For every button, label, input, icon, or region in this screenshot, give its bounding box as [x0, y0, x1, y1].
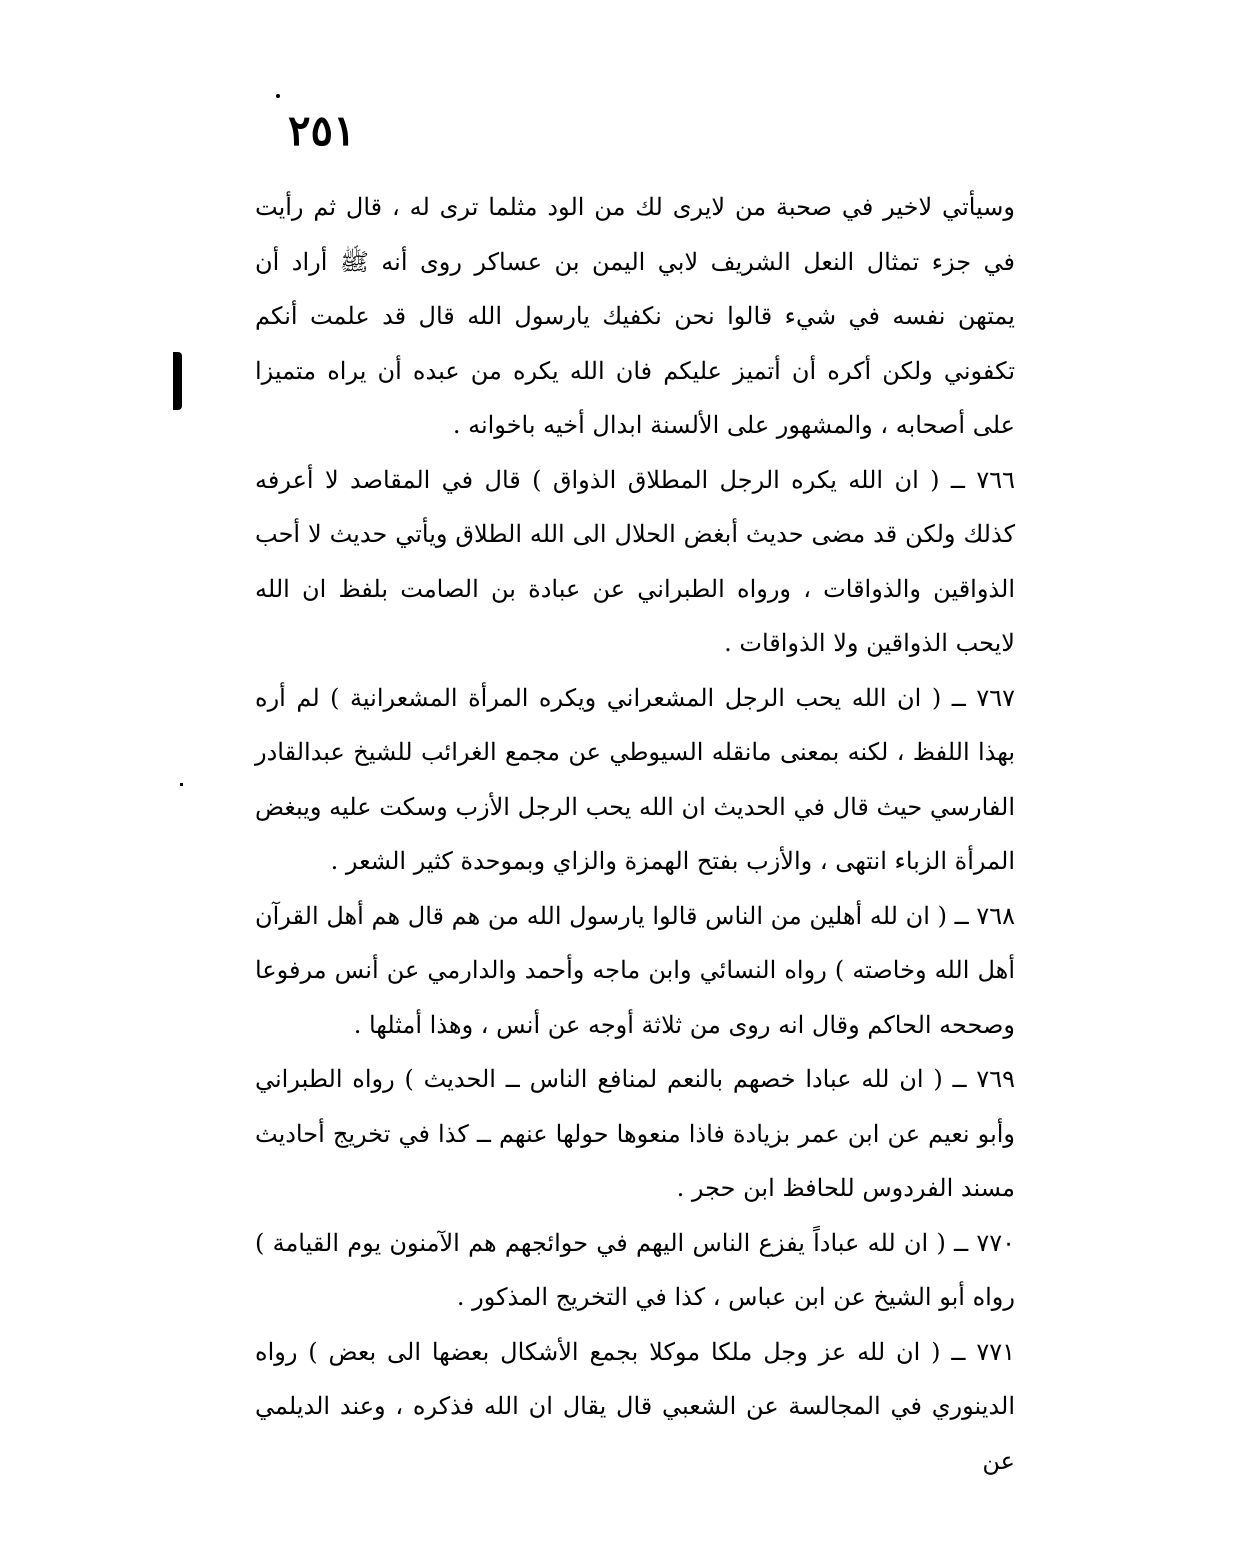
- paragraph-769: ٧٦٩ ــ ( ان لله عبادا خصهم بالنعم لمنافع الناس ــ الحديث ) رواه الطبراني وأبو نعيم عن ابن عمر بزيادة فاذا منعوها حولها عنهم ــ كذا في تخريج أحاديث مسند الفردوس للحافظ ابن حجر .: [255, 1065, 1015, 1202]
- paragraph-771: ٧٧١ ــ ( ان لله عز وجل ملكا موكلا بجمع الأشكال بعضها الى بعض ) رواه الدينوري في المجالسة عن الشعبي قال يقال ان الله فذكره ، وعند الديلمي عن: [255, 1337, 1015, 1475]
- binding-margin-mark: [173, 352, 182, 410]
- paragraph-intro: وسيأتي لاخير في صحبة من لايرى لك من الود مثلما ترى له ، قال ثم رأيت في جزء تمثال النعل الشريف لابي اليمن بن عساكر روى أنه ﷺ أراد أن يمتهن نفسه في شيء قالوا نحن نكفيك يارسول الله قال قد علمت أنكم تكفوني ولكن أكره أن أتميز عليكم فان الله يكره من عبده أن يراه متميزا على أصحابه ، والمشهور على الألسنة ابدال أخيه باخوانه .: [255, 193, 1016, 439]
- paragraph-768: ٧٦٨ ــ ( ان لله أهلين من الناس قالوا يارسول الله من هم قال هم أهل القرآن أهل الله وخاصته ) رواه النسائي وابن ماجه وأحمد والدارمي عن أنس مرفوعا وصححه الحاكم وقال انه روى من ثلاثة أوجه عن أنس ، وهذا أمثلها .: [255, 901, 1015, 1039]
- paragraph-766: ٧٦٦ ــ ( ان الله يكره الرجل المطلاق الذواق ) قال في المقاصد لا أعرفه كذلك ولكن قد مضى حديث أبغض الحلال الى الله الطلاق ويأتي حديث لا أحب الذواقين والذواقات ، ورواه الطبراني عن عبادة بن الصامت بلفظ ان الله لايحب الذواقين ولا الذواقات .: [255, 465, 1016, 657]
- paragraph-770: ٧٧٠ ــ ( ان لله عباداً يفزع الناس اليهم في حوائجهم هم الآمنون يوم القيامة ) رواه أبو الشيخ عن ابن عباس ، كذا في التخريج المذكور .: [255, 1228, 1015, 1311]
- page-number-dot: [276, 94, 280, 98]
- page-number: ٢٥١: [288, 106, 356, 155]
- text-body: [255, 180, 1015, 1488]
- scan-speck: [180, 783, 183, 786]
- paragraph-767: ٧٦٧ ــ ( ان الله يحب الرجل المشعراني ويكره المرأة المشعرانية ) لم أره بهذا اللفظ ، لكنه بمعنى مانقله السيوطي عن مجمع الغرائب للشيخ عبدالقادر الفارسي حيث قال في الحديث ان الله يحب الرجل الأزب وسكت عليه ويبغض المرأة الزباء انتهى ، والأزب بفتح الهمزة والزاي وبموحدة كثير الشعر .: [255, 683, 1015, 875]
